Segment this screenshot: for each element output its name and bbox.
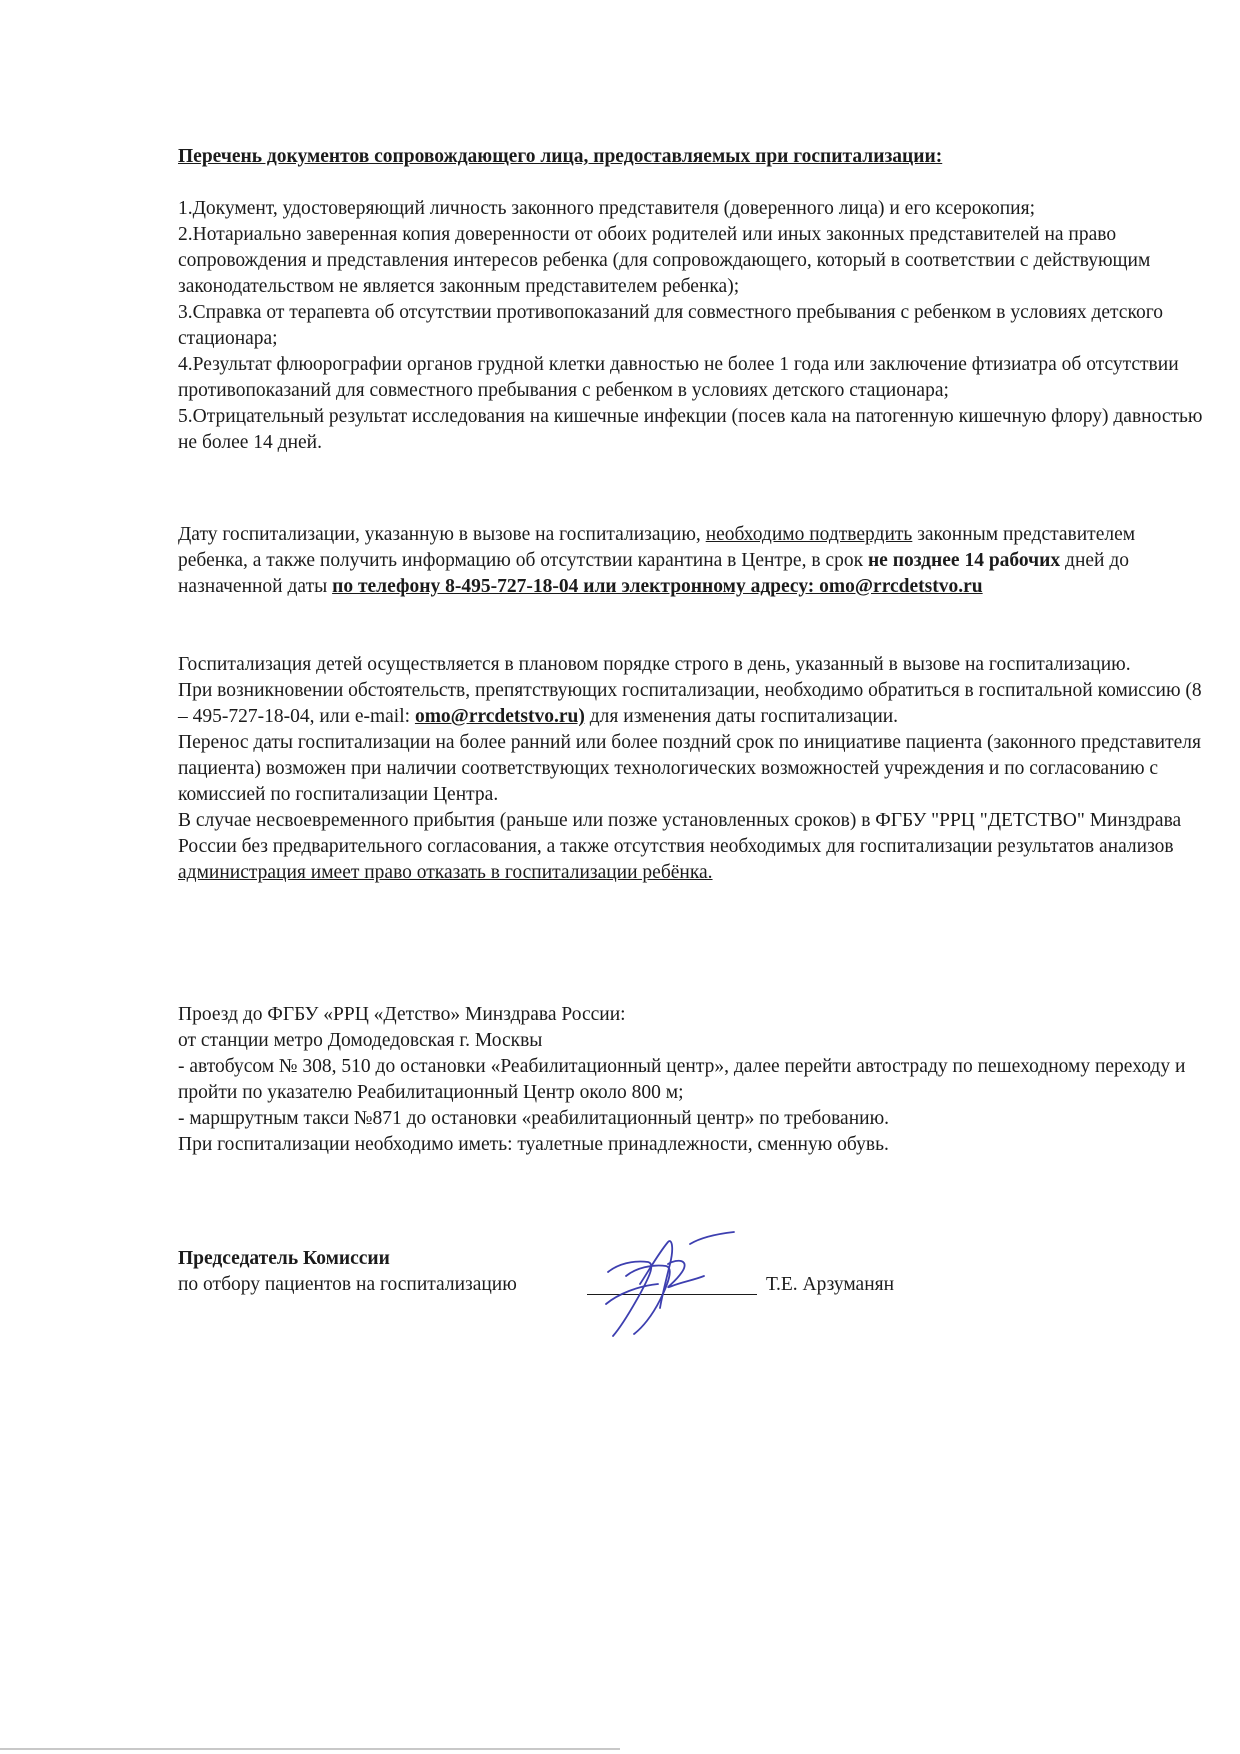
signature-block [178, 1246, 938, 1346]
route-line: Проезд до ФГБУ «РРЦ «Детство» Минздрава России: [178, 1004, 626, 1025]
confirm-deadline: не позднее 14 рабочих [867, 550, 1061, 571]
hosp-email: omo@rrcdetstvo.ru) [414, 706, 585, 727]
signer-name: Т.Е. Арзуманян [766, 1274, 895, 1295]
signer-title: Председатель Комиссии [178, 1248, 390, 1269]
route-line: от станции метро Домодедовская г. Москвы [178, 1030, 543, 1051]
list-item: 2.Нотариально заверенная копия доверенности от обоих родителей или иных законных представителей на право сопровождения и представления интересов ребенка (для сопровождающего, который в соответствии с действующим законодательством не является законным представителем ребенка); [178, 224, 1151, 297]
confirm-text-1: Дату госпитализации, указанную в вызове на госпитализацию, [178, 524, 706, 545]
hosp-paragraph-4 [178, 808, 1208, 886]
list-item: 5.Отрицательный результат исследования на кишечные инфекции (посев кала на патогенную кишечную флору) давностью не более 14 дней. [178, 406, 1203, 453]
confirm-required-text: необходимо подтвердить [705, 524, 913, 545]
route-line: - маршрутным такси №871 до остановки «реабилитационный центр» по требованию. [178, 1108, 890, 1129]
route-line: При госпитализации необходимо иметь: туалетные принадлежности, сменную обувь. [178, 1134, 889, 1155]
documents-list [178, 196, 1208, 456]
bottom-edge-line [0, 1748, 620, 1750]
confirm-contact: по телефону 8-495-727-18-04 или электронному адресу: omo@rrcdetstvo.ru [332, 576, 983, 597]
confirmation-paragraph [178, 522, 1208, 600]
route-line: - автобусом № 308, 510 до остановки «Реабилитационный центр», далее перейти автостраду по пешеходному переходу и пройти по указателю Реабилитационный Центр около 800 м; [178, 1056, 1186, 1103]
hosp-refusal-note: администрация имеет право отказать в госпитализации ребёнка. [178, 862, 713, 883]
confirm-text-5: дней до назначенной даты [178, 550, 1130, 597]
hosp-p4-text: В случае несвоевременного прибытия (раньше или позже установленных сроков) в ФГБУ "РРЦ "ДЕТСТВО" Минздрава России без предварительного согласования, а также отсутствия необходимых для госпитализации результатов анализов [178, 810, 1182, 857]
confirm-text-3: законным представителем ребенка, а также получить информацию об отсутствии карантина в Центре, в срок [178, 524, 1136, 571]
hosp-paragraph-2 [178, 678, 1208, 730]
list-item: 4.Результат флюорографии органов грудной клетки давностью не более 1 года или заключение фтизиатра об отсутствии противопоказаний для совместного пребывания с ребенком в условиях детского стационара; [178, 354, 1179, 401]
hosp-paragraph-3: Перенос даты госпитализации на более ранний или более поздний срок по инициативе пациента (законного представителя пациента) возможен при наличии соответствующих технологических возможностей учреждения и по согласованию с комиссией по госпитализации Центра. [178, 732, 1201, 805]
signer-committee: по отбору пациентов на госпитализацию [178, 1274, 517, 1295]
hospitalization-section [178, 652, 1208, 886]
document-heading: Перечень документов сопровождающего лица, предоставляемых при госпитализации: [178, 146, 943, 167]
route-section [178, 1002, 1208, 1158]
confirmation-text [178, 522, 1208, 600]
list-item: 1.Документ, удостоверяющий личность законного представителя (доверенного лица) и его ксерокопия; [178, 198, 1035, 219]
signature-ink [606, 1232, 734, 1336]
list-item: 3.Справка от терапевта об отсутствии противопоказаний для совместного пребывания с ребенком в условиях детского стационара; [178, 302, 1163, 349]
handwritten-signature [578, 1224, 758, 1344]
hosp-paragraph-1: Госпитализация детей осуществляется в плановом порядке строго в день, указанный в вызове на госпитализацию. [178, 654, 1131, 675]
hosp-p2-tail: для изменения даты госпитализации. [584, 706, 899, 727]
hosp-p2-text: При возникновении обстоятельств, препятствующих госпитализации, необходимо обратиться в госпитальной комиссию (8 – 495-727-18-04, или e-mail: [178, 680, 1202, 727]
